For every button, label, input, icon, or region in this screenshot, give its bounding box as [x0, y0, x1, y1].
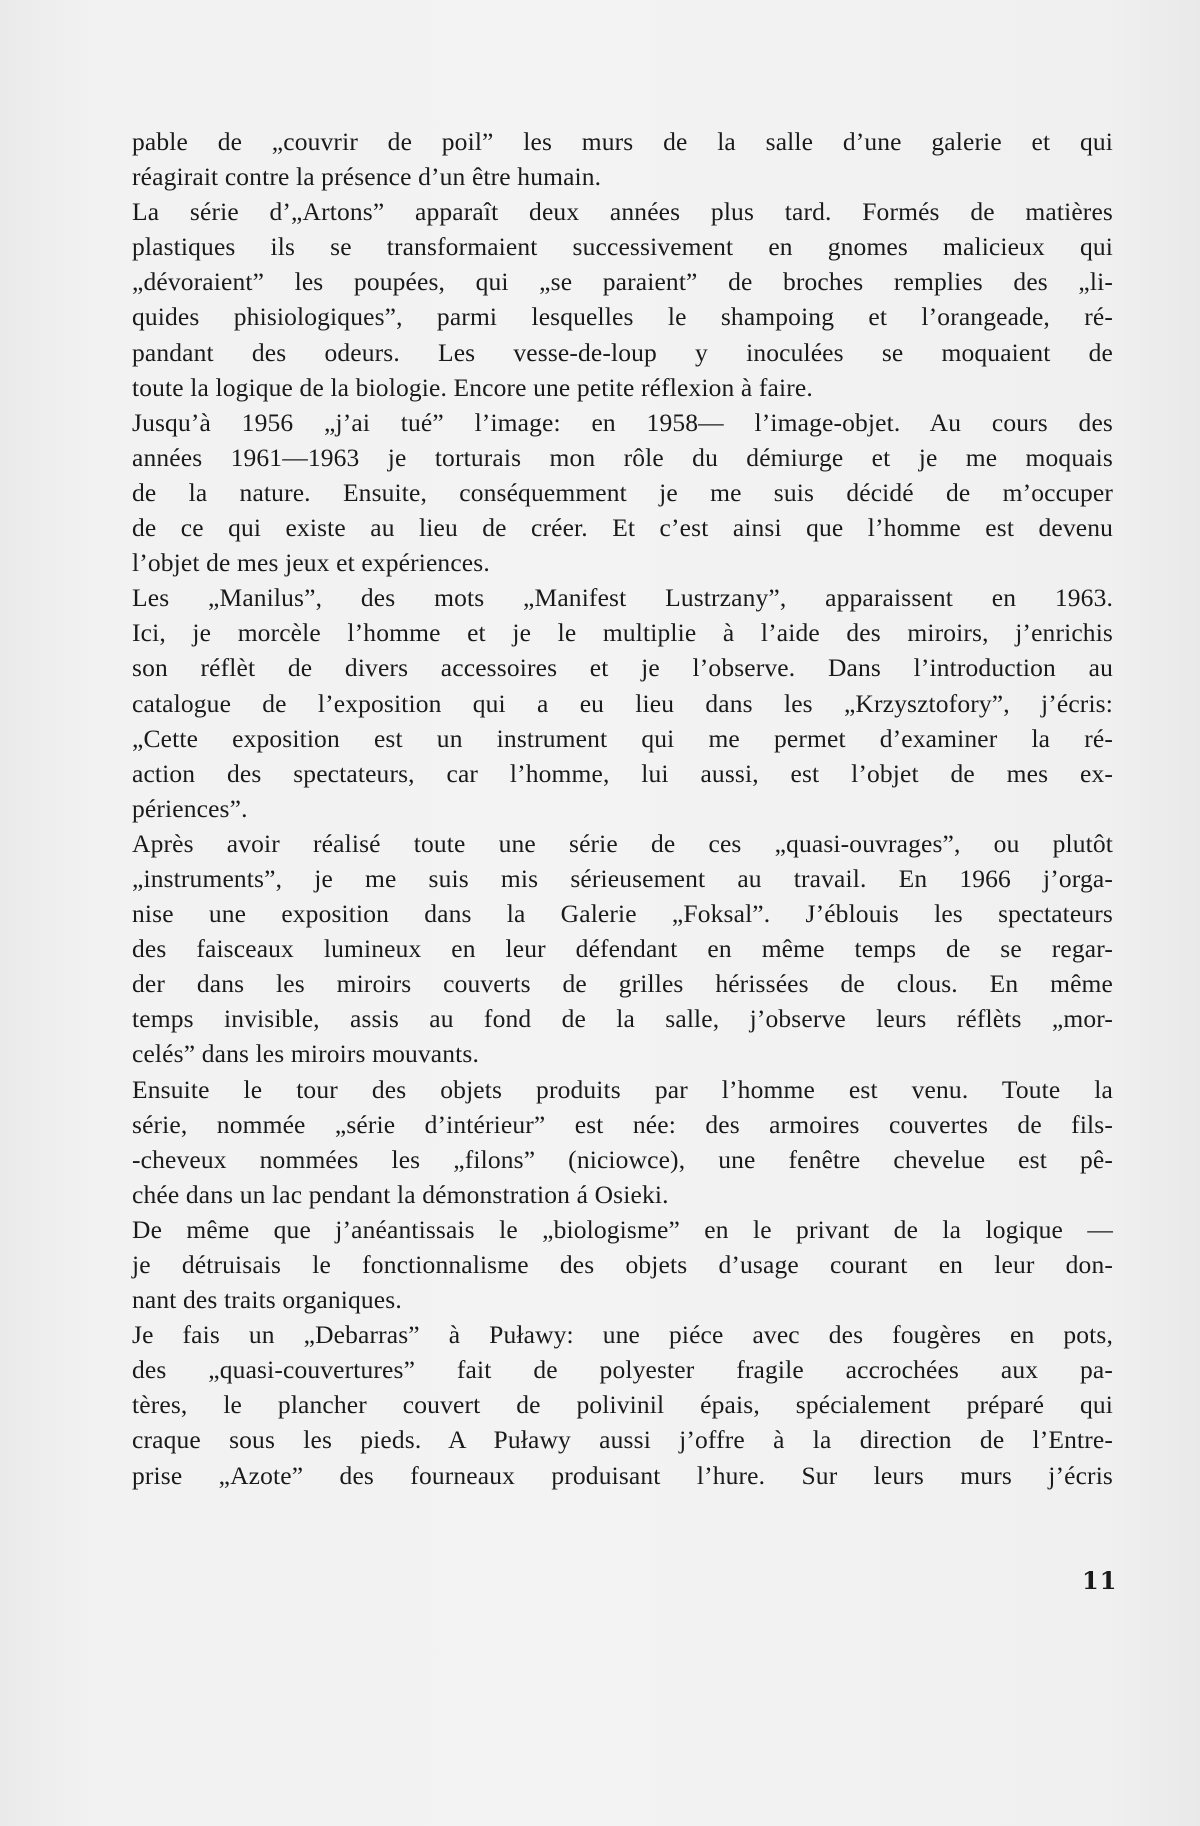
text-line: pable de „couvrir de poil” les murs de la salle d’une galerie et qui	[132, 127, 1113, 156]
text-line: nise une exposition dans la Galerie „Foksal”. J’éblouis les spectateurs	[132, 899, 1113, 929]
paragraph	[132, 405, 1113, 580]
text-line: de la nature. Ensuite, conséquemment je me suis décidé de m’occuper	[132, 477, 1113, 507]
text-line: des „quasi-couvertures” fait de polyester fragile accrochées aux pa-	[132, 1355, 1113, 1385]
text-line: prise „Azote” des fourneaux produisant l’hure. Sur leurs murs j’écris	[132, 1460, 1113, 1490]
text-line: „Cette exposition est un instrument qui me permet d’examiner la ré-	[132, 723, 1113, 753]
text-line: der dans les miroirs couverts de grilles hérissées de clous. En même	[132, 969, 1113, 999]
text-line: toute la logique de la biologie. Encore une petite réflexion à faire.	[132, 372, 813, 402]
paragraph	[132, 580, 1113, 826]
text-line: craque sous les pieds. A Puławy aussi j’offre à la direction de l’Entre-	[132, 1425, 1113, 1455]
body-text	[132, 124, 1113, 1493]
paragraph	[132, 194, 1113, 405]
text-line: Ici, je morcèle l’homme et je le multiplie à l’aide des miroirs, j’enrichis	[132, 618, 1113, 648]
text-line: catalogue de l’exposition qui a eu lieu dans les „Krzysztofory”, j’écris:	[132, 688, 1113, 718]
text-line: je détruisais le fonctionnalisme des objets d’usage courant en leur don-	[132, 1250, 1113, 1279]
text-line: Après avoir réalisé toute une série de ces „quasi-ouvrages”, ou plutôt	[132, 828, 1113, 858]
text-line: -cheveux nommées les „filons” (niciowce), une fenêtre chevelue est pê-	[132, 1144, 1113, 1174]
paragraph	[132, 1212, 1113, 1317]
text-line: quides phisiologiques”, parmi lesquelles le shampoing et l’orangeade, ré-	[132, 302, 1113, 332]
text-line: celés” dans les miroirs mouvants.	[132, 1039, 479, 1069]
text-line: nant des traits organiques.	[132, 1285, 402, 1315]
paragraph	[132, 826, 1113, 1072]
text-line: pandant des odeurs. Les vesse-de-loup y inoculées se moquaient de	[132, 337, 1113, 367]
text-line: périences”.	[132, 793, 248, 823]
text-line: tères, le plancher couvert de polivinil épais, spécialement préparé qui	[132, 1390, 1113, 1420]
page-number: 11	[1082, 1566, 1118, 1595]
text-line: des faisceaux lumineux en leur défendant en même temps de se regar-	[132, 934, 1113, 964]
paragraph	[132, 1072, 1113, 1212]
text-line: Jusqu’à 1956 „j’ai tué” l’image: en 1958— l’image-objet. Au cours des	[132, 407, 1113, 437]
text-line: plastiques ils se transformaient successivement en gnomes malicieux qui	[132, 232, 1113, 262]
text-line: son réflèt de divers accessoires et je l’observe. Dans l’introduction au	[132, 653, 1113, 683]
text-line: Je fais un „Debarras” à Puławy: une piéce avec des fougères en pots,	[132, 1320, 1113, 1350]
text-line: chée dans un lac pendant la démonstration á Osieki.	[132, 1179, 669, 1209]
text-line: de ce qui existe au lieu de créer. Et c’est ainsi que l’homme est devenu	[132, 513, 1113, 543]
text-line: réagirait contre la présence d’un être humain.	[132, 162, 602, 192]
paragraph	[132, 1317, 1113, 1492]
text-line: l’objet de mes jeux et expériences.	[132, 548, 490, 578]
text-line: temps invisible, assis au fond de la salle, j’observe leurs réflèts „mor-	[132, 1004, 1113, 1034]
paragraph	[132, 124, 1113, 194]
text-line: La série d’„Artons” apparaît deux années plus tard. Formés de matières	[132, 197, 1113, 227]
text-line: Les „Manilus”, des mots „Manifest Lustrzany”, apparaissent en 1963.	[132, 583, 1113, 613]
text-line: „instruments”, je me suis mis sérieusement au travail. En 1966 j’orga-	[132, 863, 1113, 893]
text-line: „dévoraient” les poupées, qui „se paraient” de broches remplies des „li-	[132, 267, 1113, 297]
text-line: Ensuite le tour des objets produits par l’homme est venu. Toute la	[132, 1074, 1113, 1104]
text-line: série, nommée „série d’intérieur” est née: des armoires couvertes de fils-	[132, 1109, 1113, 1139]
text-line: années 1961—1963 je torturais mon rôle du démiurge et je me moquais	[132, 442, 1113, 472]
text-line: De même que j’anéantissais le „biologisme” en le privant de la logique —	[132, 1214, 1113, 1244]
text-line: action des spectateurs, car l’homme, lui aussi, est l’objet de mes ex-	[132, 758, 1113, 788]
